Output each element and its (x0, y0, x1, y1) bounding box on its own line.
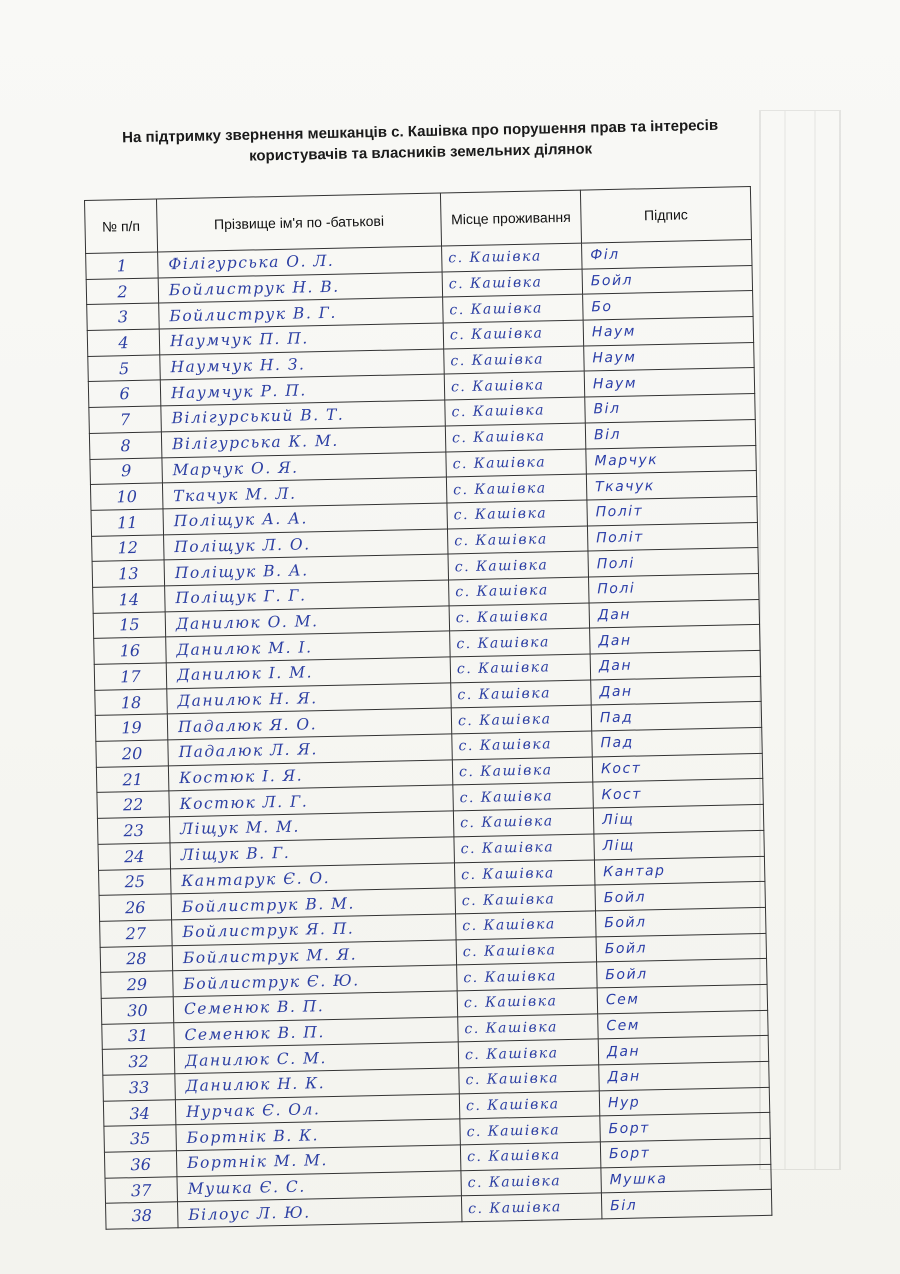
row-number: 24 (98, 843, 171, 870)
row-place: с. Кашівка (453, 782, 594, 811)
row-name: Мушка Є. С. (177, 1171, 461, 1203)
row-signature: Філ (582, 240, 753, 269)
row-number: 27 (100, 920, 173, 947)
row-signature: Біл (601, 1190, 772, 1219)
row-number: 37 (105, 1177, 178, 1204)
row-name: Бойлиструк Я. П. (172, 914, 456, 946)
row-place: с. Кашівка (453, 808, 594, 837)
row-place: с. Кашівка (460, 1142, 601, 1171)
row-signature: Нур (599, 1087, 770, 1116)
row-place: с. Кашівка (455, 885, 596, 914)
row-place: с. Кашівка (458, 1014, 599, 1043)
row-signature: Дан (589, 599, 760, 628)
row-number: 22 (97, 791, 170, 818)
row-place: с. Кашівка (456, 911, 597, 940)
row-name: Бойлиструк Є. Ю. (173, 965, 457, 997)
row-signature: Бо (583, 291, 754, 320)
row-signature: Марчук (586, 445, 757, 474)
row-signature: Бойл (595, 907, 766, 936)
row-name: Наумчук П. П. (159, 323, 443, 355)
row-signature: Бойл (596, 933, 767, 962)
row-name: Падалюк Я. О. (167, 708, 451, 740)
row-place: с. Кашівка (446, 474, 587, 503)
row-place: с. Кашівка (449, 603, 590, 632)
row-signature: Сем (597, 984, 768, 1013)
header-number: № п/п (85, 199, 158, 253)
row-name: Данилюк С. М. (174, 1042, 458, 1074)
row-name: Семенюк В. П. (174, 1016, 458, 1048)
row-name: Бойлиструк Н. В. (158, 272, 442, 304)
header-signature: Підпис (580, 187, 751, 244)
row-place: с. Кашівка (451, 705, 592, 734)
row-number: 19 (95, 714, 168, 741)
row-name: Данилюк М. І. (166, 631, 450, 663)
row-number: 13 (92, 560, 165, 587)
row-number: 8 (89, 432, 162, 459)
row-number: 28 (100, 945, 173, 972)
row-number: 9 (90, 457, 163, 484)
row-place: с. Кашівка (449, 577, 590, 606)
row-name: Наумчук Н. З. (160, 349, 444, 381)
row-signature: Дан (591, 676, 762, 705)
row-number: 31 (102, 1022, 175, 1049)
row-signature: Кост (593, 779, 764, 808)
row-name: Костюк І. Я. (168, 760, 452, 792)
row-number: 17 (94, 663, 167, 690)
row-signature: Борт (600, 1138, 771, 1167)
row-place: с. Кашівка (452, 757, 593, 786)
row-place: с. Кашівка (443, 320, 584, 349)
row-number: 11 (91, 509, 164, 536)
row-name: Данилюк І. М. (166, 657, 450, 689)
row-name: Марчук О. Я. (162, 451, 446, 483)
row-name: Ліщук М. М. (169, 811, 453, 843)
row-signature: Дан (598, 1036, 769, 1065)
row-place: с. Кашівка (450, 654, 591, 683)
title-line-2: користувачів та власників земельних ділянок (248, 140, 593, 165)
row-signature: Наум (584, 342, 755, 371)
row-place: с. Кашівка (460, 1116, 601, 1145)
row-name: Данилюк О. М. (165, 606, 449, 638)
row-name: Ліщук В. Г. (170, 837, 454, 869)
row-signature: Політ (587, 496, 758, 525)
row-name: Поліщук Л. О. (164, 529, 448, 561)
row-place: с. Кашівка (458, 1039, 599, 1068)
row-signature: Ліщ (593, 805, 764, 834)
row-number: 35 (104, 1125, 177, 1152)
row-signature: Сем (598, 1010, 769, 1039)
row-signature: Наум (584, 368, 755, 397)
header-name: Прізвище ім'я по -батькові (156, 193, 441, 252)
row-number: 7 (89, 406, 162, 433)
row-place: с. Кашівка (445, 397, 586, 426)
row-place: с. Кашівка (452, 731, 593, 760)
row-number: 1 (86, 252, 159, 279)
row-place: с. Кашівка (442, 243, 583, 272)
row-signature: Кост (592, 753, 763, 782)
row-number: 4 (87, 329, 160, 356)
row-place: с. Кашівка (443, 294, 584, 323)
row-name: Вілігурський В. Т. (161, 400, 445, 432)
row-number: 26 (99, 894, 172, 921)
row-signature: Наум (583, 317, 754, 346)
signature-table (84, 186, 772, 1230)
row-number: 29 (101, 971, 174, 998)
row-name: Нурчак Є. Ол. (175, 1094, 459, 1126)
row-number: 12 (92, 534, 165, 561)
row-number: 10 (90, 483, 163, 510)
row-name: Бортнік М. М. (176, 1145, 460, 1177)
document-title (90, 114, 751, 170)
row-name: Данилюк Н. К. (175, 1068, 459, 1100)
row-signature: Дан (599, 1061, 770, 1090)
row-number: 5 (88, 355, 161, 382)
row-place: с. Кашівка (442, 269, 583, 298)
row-signature: Віл (585, 419, 756, 448)
row-name: Падалюк Л. Я. (168, 734, 452, 766)
row-signature: Пад (591, 702, 762, 731)
row-name: Данилюк Н. Я. (167, 683, 451, 715)
row-place: с. Кашівка (451, 680, 592, 709)
row-place: с. Кашівка (461, 1193, 602, 1222)
row-name: Костюк Л. Г. (169, 785, 453, 817)
row-name: Білоус Л. Ю. (178, 1196, 462, 1228)
row-number: 25 (99, 868, 172, 895)
row-number: 18 (95, 689, 168, 716)
row-number: 20 (96, 740, 169, 767)
row-number: 3 (87, 303, 160, 330)
row-signature: Пад (592, 727, 763, 756)
row-name: Поліщук Г. Г. (165, 580, 449, 612)
table-body (86, 240, 772, 1230)
row-signature: Полі (588, 548, 759, 577)
row-name: Семенюк В. П. (173, 991, 457, 1023)
row-place: с. Кашівка (450, 628, 591, 657)
row-place: с. Кашівка (447, 500, 588, 529)
row-number: 15 (93, 612, 166, 639)
row-signature: Мушка (601, 1164, 772, 1193)
row-place: с. Кашівка (448, 551, 589, 580)
row-place: с. Кашівка (457, 962, 598, 991)
row-signature: Дан (590, 650, 761, 679)
row-name: Бортнік В. К. (176, 1119, 460, 1151)
row-number: 21 (96, 766, 169, 793)
row-place: с. Кашівка (445, 423, 586, 452)
row-number: 6 (88, 380, 161, 407)
row-place: с. Кашівка (444, 346, 585, 375)
row-number: 30 (101, 997, 174, 1024)
row-signature: Політ (587, 522, 758, 551)
row-number: 16 (94, 637, 167, 664)
header-place: Місце проживання (440, 190, 581, 246)
row-place: с. Кашівка (457, 988, 598, 1017)
row-name: Бойлиструк М. Я. (172, 939, 456, 971)
row-signature: Бойл (595, 882, 766, 911)
row-place: с. Кашівка (459, 1065, 600, 1094)
row-signature: Дан (590, 625, 761, 654)
row-name: Поліщук В. А. (164, 554, 448, 586)
title-line-1: На підтримку звернення мешканців с. Кашівка про порушення прав та інтересів (122, 116, 719, 147)
signature-table-wrapper (84, 186, 775, 1226)
row-name: Вілігурська К. М. (161, 426, 445, 458)
row-signature: Полі (589, 573, 760, 602)
row-signature: Борт (600, 1113, 771, 1142)
row-name: Бойлиструк В. Г. (159, 297, 443, 329)
row-number: 2 (86, 278, 159, 305)
row-place: с. Кашівка (454, 859, 595, 888)
row-name: Поліщук А. А. (163, 503, 447, 535)
row-signature: Ткачук (586, 471, 757, 500)
row-signature: Віл (585, 394, 756, 423)
row-number: 14 (93, 586, 166, 613)
row-place: с. Кашівка (456, 937, 597, 966)
row-number: 32 (102, 1048, 175, 1075)
row-place: с. Кашівка (454, 834, 595, 863)
row-signature: Бойл (582, 265, 753, 294)
row-place: с. Кашівка (459, 1091, 600, 1120)
row-name: Бойлиструк В. М. (171, 888, 455, 920)
row-name: Кантарук Є. О. (171, 862, 455, 894)
row-name: Ткачук М. Л. (162, 477, 446, 509)
row-number: 36 (104, 1151, 177, 1178)
row-number: 23 (97, 817, 170, 844)
row-number: 38 (106, 1202, 179, 1229)
row-name: Філігурська О. Л. (158, 246, 442, 278)
row-signature: Ліщ (594, 830, 765, 859)
row-place: с. Кашівка (446, 449, 587, 478)
row-place: с. Кашівка (461, 1168, 602, 1197)
row-name: Наумчук Р. П. (160, 374, 444, 406)
row-signature: Кантар (594, 856, 765, 885)
row-number: 33 (103, 1074, 176, 1101)
row-place: с. Кашівка (447, 526, 588, 555)
row-place: с. Кашівка (444, 371, 585, 400)
row-signature: Бойл (597, 959, 768, 988)
row-number: 34 (103, 1099, 176, 1126)
